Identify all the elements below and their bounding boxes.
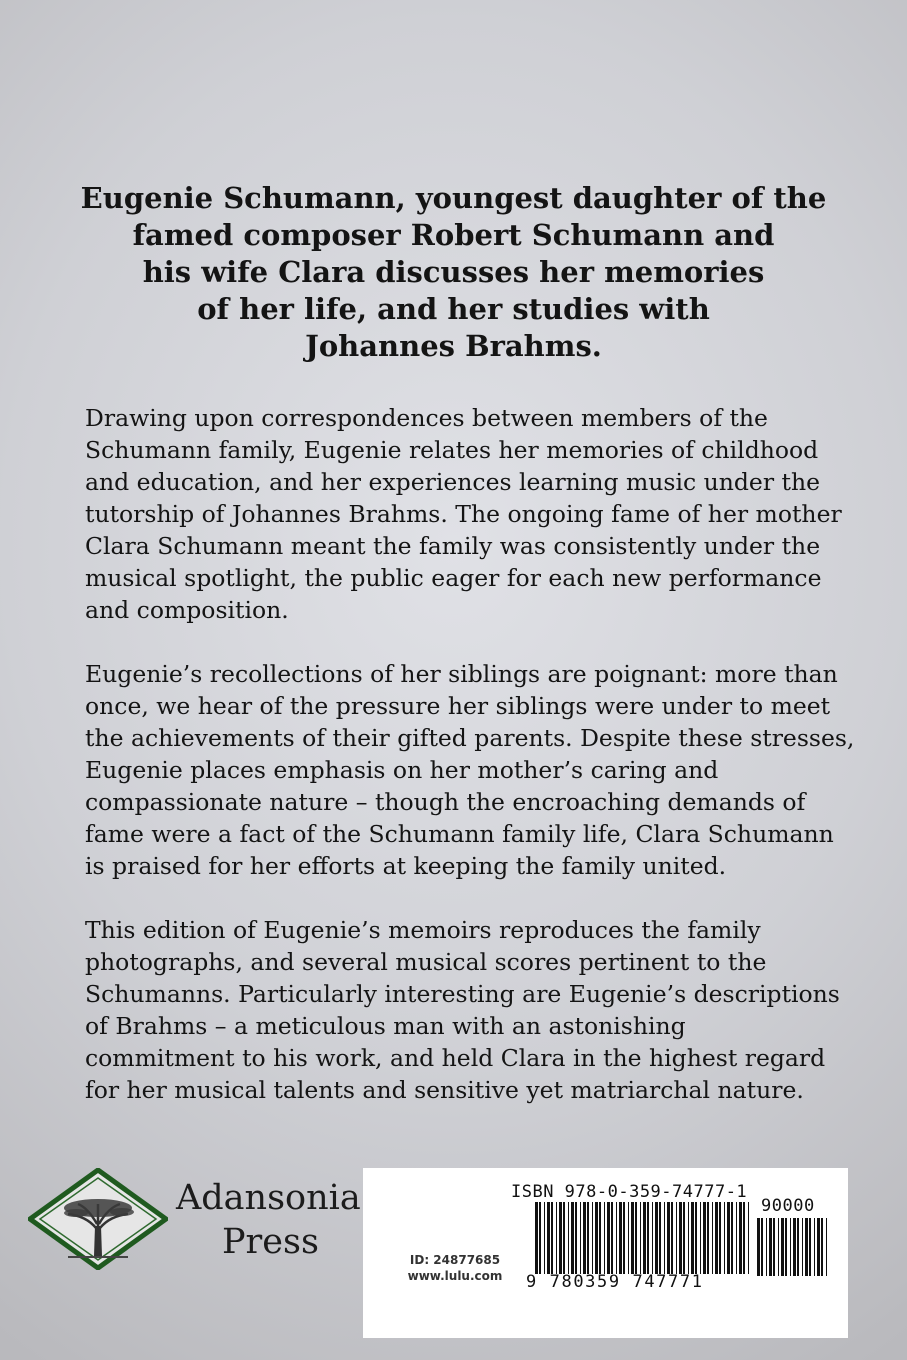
barcode-bar	[757, 1218, 760, 1276]
barcode-bar	[790, 1218, 791, 1276]
barcode-bar	[575, 1202, 577, 1274]
barcode-bar	[595, 1202, 598, 1274]
paragraph-edition	[85, 914, 845, 1106]
barcode-bar	[607, 1202, 610, 1274]
headline-line: Eugenie Schumann, youngest daughter of the	[80, 181, 827, 215]
barcode-bar	[703, 1202, 706, 1274]
headline-line: Johannes Brahms.	[305, 329, 602, 363]
paragraph-line: Drawing upon correspondences between members of the	[85, 404, 768, 432]
barcode-bar	[809, 1218, 811, 1276]
paragraph-correspondences	[85, 402, 845, 626]
print-id	[395, 1252, 515, 1284]
paragraph-line: This edition of Eugenie’s memoirs reproduces the family	[85, 916, 761, 944]
barcode-bar	[778, 1218, 779, 1276]
barcode-bar	[679, 1202, 682, 1274]
barcode-bar	[761, 1218, 763, 1276]
barcode-bar	[571, 1202, 574, 1274]
barcode-bar	[587, 1202, 589, 1274]
barcode-bar	[647, 1202, 649, 1274]
barcode-bar	[731, 1202, 733, 1274]
barcode-bar	[616, 1202, 617, 1274]
paragraph-line: Schumann family, Eugenie relates her memories of childhood	[85, 436, 819, 464]
paragraph-line: compassionate nature – though the encroaching demands of	[85, 788, 806, 816]
barcode-bar	[604, 1202, 605, 1274]
barcode-bar	[736, 1202, 737, 1274]
barcode-bar	[563, 1202, 565, 1274]
headline-line: famed composer Robert Schumann and	[132, 218, 775, 252]
barcode-bar	[793, 1218, 796, 1276]
barcode-bar	[667, 1202, 670, 1274]
barcode-bar	[623, 1202, 625, 1274]
paragraph-siblings	[85, 658, 855, 882]
publisher-name-line2: Press	[222, 1222, 319, 1262]
paragraph-line: fame were a fact of the Schumann family life, Clara Schumann	[85, 820, 834, 848]
paragraph-line: for her musical talents and sensitive yet matriarchal nature.	[85, 1076, 804, 1104]
publisher-name-line1: Adansonia	[176, 1178, 361, 1218]
paragraph-line: Eugenie’s recollections of her siblings are poignant: more than	[85, 660, 838, 688]
barcode-bar	[547, 1202, 550, 1274]
barcode-bar	[773, 1218, 775, 1276]
barcode-bar	[676, 1202, 677, 1274]
barcode-bar	[683, 1202, 685, 1274]
ean-barcode	[533, 1202, 753, 1274]
barcode-bar	[635, 1202, 637, 1274]
barcode-bar	[664, 1202, 665, 1274]
barcode-bar	[727, 1202, 730, 1274]
barcode-bar	[592, 1202, 593, 1274]
barcode-bar	[715, 1202, 718, 1274]
price-code: 90000	[761, 1196, 815, 1216]
barcode-bar	[583, 1202, 586, 1274]
isbn-label: ISBN 978-0-359-74777-1	[511, 1182, 748, 1202]
website-label: www.lulu.com	[407, 1269, 503, 1283]
barcode-bar	[652, 1202, 653, 1274]
barcode-bar	[748, 1202, 749, 1274]
barcode-bar	[599, 1202, 601, 1274]
barcode-bar	[655, 1202, 658, 1274]
barcode-bar	[700, 1202, 701, 1274]
supplemental-barcode	[755, 1218, 831, 1276]
paragraph-line: once, we hear of the pressure her siblings were under to meet	[85, 692, 831, 720]
id-label: ID: 24877685	[409, 1253, 501, 1267]
barcode-block	[363, 1168, 848, 1338]
barcode-bar	[719, 1202, 721, 1274]
barcode-bar	[580, 1202, 581, 1274]
paragraph-line: musical spotlight, the public eager for each new performance	[85, 564, 822, 592]
paragraph-line: Clara Schumann meant the family was consistently under the	[85, 532, 821, 560]
barcode-bar	[802, 1218, 803, 1276]
barcode-bar	[797, 1218, 799, 1276]
paragraph-line: tutorship of Johannes Brahms. The ongoing fame of her mother	[85, 500, 842, 528]
headline-line: of her life, and her studies with	[197, 292, 710, 326]
barcode-bar	[556, 1202, 557, 1274]
barcode-bar	[688, 1202, 689, 1274]
barcode-bar	[743, 1202, 745, 1274]
barcode-bar	[805, 1218, 808, 1276]
paragraph-line: commitment to his work, and held Clara in the highest regard	[85, 1044, 826, 1072]
baobab-tree-icon	[28, 1168, 168, 1270]
barcode-bar	[619, 1202, 622, 1274]
barcode-bar	[707, 1202, 709, 1274]
barcode-bar	[691, 1202, 694, 1274]
paragraph-line: of Brahms – a meticulous man with an astonishing	[85, 1012, 686, 1040]
barcode-bar	[611, 1202, 613, 1274]
barcode-bar	[568, 1202, 569, 1274]
barcode-bar	[814, 1218, 815, 1276]
barcode-bar	[724, 1202, 725, 1274]
paragraph-line: and composition.	[85, 596, 289, 624]
barcode-bar	[769, 1218, 772, 1276]
barcode-bar	[535, 1202, 538, 1274]
paragraph-line: is praised for her efforts at keeping the family united.	[85, 852, 727, 880]
headline	[60, 180, 847, 365]
barcode-bar	[643, 1202, 646, 1274]
barcode-bar	[544, 1202, 545, 1274]
barcode-bar	[785, 1218, 787, 1276]
barcode-bar	[559, 1202, 562, 1274]
barcode-bar	[671, 1202, 673, 1274]
barcode-bar	[826, 1218, 827, 1276]
paragraph-line: and education, and her experiences learning music under the	[85, 468, 821, 496]
barcode-bar	[539, 1202, 541, 1274]
headline-line: his wife Clara discusses her memories	[142, 255, 765, 289]
barcode-digits: 9 780359 747771	[526, 1272, 704, 1292]
paragraph-line: the achievements of their gifted parents. Despite these stresses,	[85, 724, 855, 752]
barcode-bar	[766, 1218, 767, 1276]
barcode-bar	[628, 1202, 629, 1274]
paragraph-line: photographs, and several musical scores pertinent to the	[85, 948, 767, 976]
barcode-bar	[739, 1202, 742, 1274]
barcode-bar	[817, 1218, 820, 1276]
barcode-bar	[781, 1218, 784, 1276]
barcode-bar	[821, 1218, 823, 1276]
barcode-bar	[695, 1202, 697, 1274]
barcode-bar	[659, 1202, 661, 1274]
barcode-bar	[640, 1202, 641, 1274]
barcode-bar	[712, 1202, 713, 1274]
barcode-bar	[631, 1202, 634, 1274]
paragraph-line: Eugenie places emphasis on her mother’s caring and	[85, 756, 719, 784]
paragraph-line: Schumanns. Particularly interesting are Eugenie’s descriptions	[85, 980, 840, 1008]
barcode-bar	[551, 1202, 553, 1274]
